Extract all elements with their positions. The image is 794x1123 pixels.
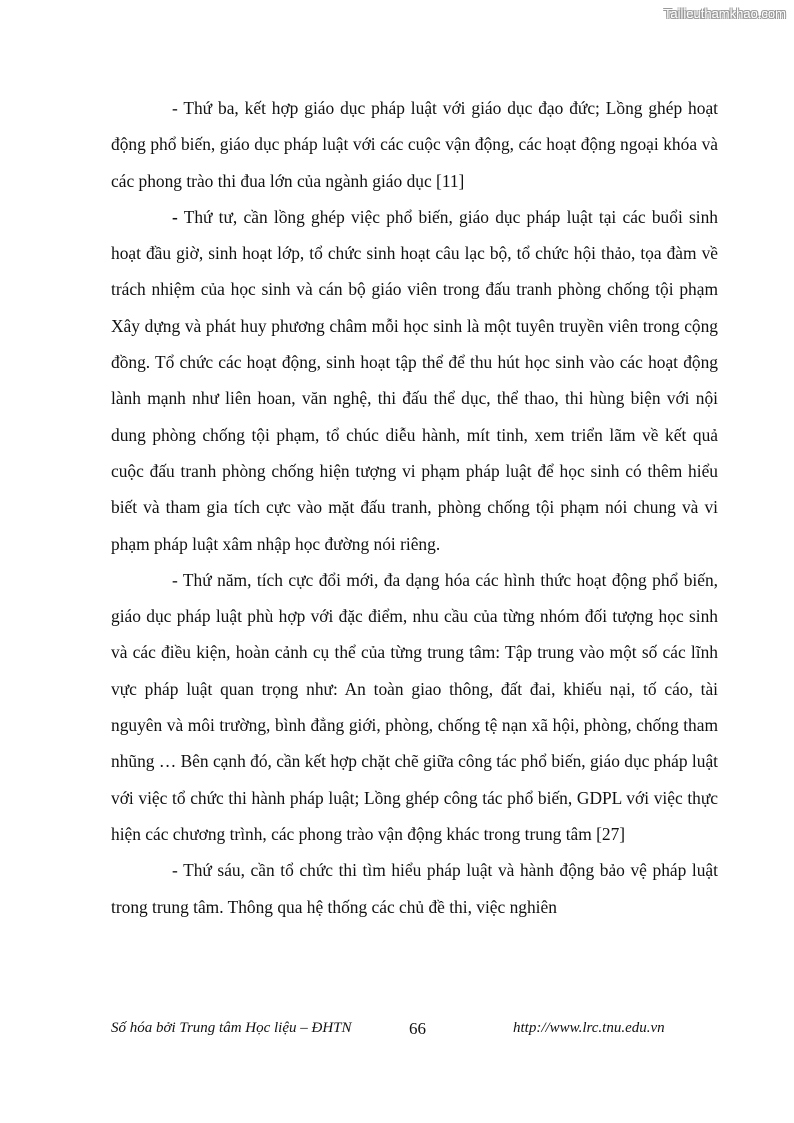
watermark: Tailieuthamkhao.com [663, 6, 786, 21]
bold-dash: - [172, 206, 178, 227]
paragraph-thu-sau: - Thứ sáu, cần tổ chức thi tìm hiểu pháp luật và hành động bảo vệ pháp luật trong trung tâm. Thông qua hệ thống các chủ đề thi, việc nghiên [111, 860, 718, 917]
footer-url: http://www.lrc.tnu.edu.vn [513, 1020, 665, 1036]
footer-credit: Số hóa bởi Trung tâm Học liệu – ĐHTN [111, 1020, 352, 1036]
paragraph-thu-nam: - Thứ năm, tích cực đổi mới, đa dạng hóa các hình thức hoạt động phổ biến, giáo dục pháp luật phù hợp với đặc điểm, nhu cầu của từng nhóm đối tượng học sinh và các điều kiện, hoàn cảnh cụ thể của từng trung tâm: Tập trung vào một số các lĩnh vực pháp luật quan trọng như: An toàn giao thông, đất đai, khiếu nại, tố cáo, tài nguyên và môi trường, bình đẳng giới, phòng, chống tệ nạn xã hội, phòng, chống tham nhũng … Bên cạnh đó, cần kết hợp chặt chẽ giữa công tác phổ biến, giáo dục pháp luật với việc tổ chức thi hành pháp luật; Lồng ghép công tác phổ biến, GDPL với việc thực hiện các chương trình, các phong trào vận động khác trong trung tâm [27] [111, 569, 718, 844]
page-number: 66 [409, 1019, 426, 1038]
document-body [111, 90, 718, 925]
paragraph-thu-tu [111, 199, 718, 562]
paragraph-thu-ba: - Thứ ba, kết hợp giáo dục pháp luật với giáo dục đạo đức; Lồng ghép hoạt động phổ biến, giáo dục pháp luật với các cuộc vận động, các hoạt động ngoại khóa và các phong trào thi đua lớn của ngành giáo dục [11] [111, 98, 718, 191]
paragraph-text: Thứ tư, cần lồng ghép việc phổ biến, giáo dục pháp luật tại các buổi sinh hoạt đầu giờ, sinh hoạt lớp, tổ chức sinh hoạt câu lạc bộ, tổ chức hội thảo, tọa đàm về trách nhiệm của học sinh và cán bộ giáo viên trong đấu tranh phòng chống tội phạm Xây dựng và phát huy phương châm mỗi học sinh là một tuyên truyền viên trong cộng đồng. Tổ chức các hoạt động, sinh hoạt tập thể để thu hút học sinh vào các hoạt động lành mạnh như liên hoan, văn nghệ, thi đấu thể dục, thể thao, thi hùng biện với nội dung phòng chống tội phạm, tổ chúc diễu hành, mít tinh, xem triển lãm về kết quả cuộc đấu tranh phòng chống hiện tượng vi phạm pháp luật để học sinh có thêm hiểu biết và tham gia tích cực vào mặt đấu tranh, phòng chống tội phạm nói chung và vi phạm pháp luật xâm nhập học đường nói riêng. [111, 206, 718, 554]
